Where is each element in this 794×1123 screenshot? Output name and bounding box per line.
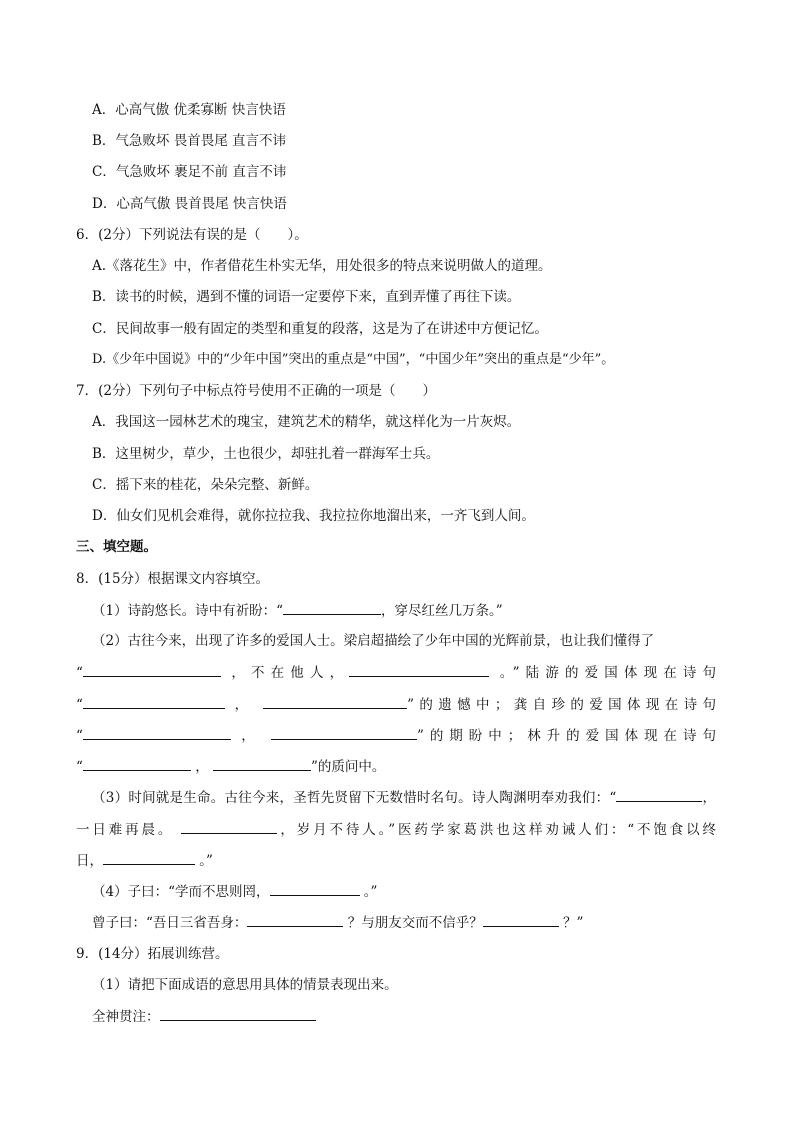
q8-part1 [92,600,503,621]
answer-blank[interactable] [181,819,277,834]
answer-blank[interactable] [160,1006,316,1021]
q8-part3-line3 [76,850,213,871]
q8-part4-text: 。” [363,884,378,900]
q8-part2-text: ”的质问中。 [311,759,386,775]
section-heading: 三、填空题。 [76,539,157,555]
answer-blank[interactable] [83,756,191,771]
answer-blank[interactable] [483,912,559,927]
quote-open: “ [76,697,83,713]
q9-part1: （1）请把下面成语的意思用具体的情景表现出来。 [92,977,398,993]
quote-open: “ [76,665,83,681]
q8-part3-text: ，岁月不待人。”医药学家葛洪也这样劝诫人们：“不饱食以终 [277,822,717,838]
q8-part2-line4 [76,725,716,746]
answer-blank[interactable] [263,694,407,709]
q5-option-c: C．气急败坏 裹足不前 直言不讳 [92,164,287,180]
q8-part5-text: ？” [563,915,584,931]
q6-stem: 6．(2分）下列说法有误的是（ ）。 [76,227,308,243]
answer-blank[interactable] [283,600,381,615]
quote-open: “ [76,759,83,775]
q9-idiom-line [92,1006,316,1027]
q8-part3-text: 日， [76,853,103,869]
q8-part3-line1 [92,787,716,808]
q8-stem: 8．(15分）根据课文内容填空。 [76,571,270,587]
q8-part3-text: （3）时间就是生命。古往今来，圣哲先贤留下无数惜时名句。诗人陶渊明奉劝我们：“ [92,790,617,806]
q6-option-c: C．民间故事一般有固定的类型和重复的段落，这是为了在讲述中方便记忆。 [92,321,548,337]
q6-option-b: B．读书的时候，遇到不懂的词语一定要停下来，直到弄懂了再往下读。 [92,289,521,305]
q8-part2-text: 。”陆游的爱国体现在诗句 [499,665,717,681]
quote-open: “ [76,728,83,744]
q7-stem: 7．(2分）下列句子中标点符号使用不正确的一项是（ ） [76,383,436,399]
answer-blank[interactable] [103,850,195,865]
q8-part2-text: ， [195,759,209,775]
q6-option-d: D.《少年中国说》中的“少年中国”突出的重点是“中国”，“中国少年”突出的重点是“少年”。 [92,352,615,367]
q8-part2-line1: （2）古往今来，出现了许多的爱国人士。梁启超描绘了少年中国的光辉前景，也让我们懂得了 [92,633,655,649]
q8-part3-text: ， [702,790,716,806]
q8-part2-line2 [76,662,716,683]
answer-blank[interactable] [83,725,231,740]
q8-part3-text: 。” [199,853,213,869]
q7-option-c: C．摇下来的桂花，朵朵完整、新鲜。 [92,477,319,493]
q8-part4-text: （4）子曰：“学而不思则罔， [92,884,270,900]
q8-part2-text: ”的期盼中；林升的爱国体现在诗句 [416,728,717,744]
answer-blank[interactable] [247,912,343,927]
q9-idiom-label: 全神贯注： [92,1009,160,1025]
q8-part5 [92,912,583,933]
q8-part4 [92,881,377,902]
q8-part1-text-b: ，穿尽红丝几万条。” [381,603,503,619]
q8-part2-line5 [76,756,385,777]
q8-part2-line3 [76,694,716,715]
q7-option-b: B．这里树少，草少，土也很少，却驻扎着一群海军士兵。 [92,446,440,462]
q5-option-d: D．心高气傲 畏首畏尾 快言快语 [92,196,287,212]
q5-option-b: B．气急败坏 畏首畏尾 直言不讳 [92,133,287,149]
q7-option-a: A．我国这一园林艺术的瑰宝，建筑艺术的精华，就这样化为一片灰烬。 [92,414,521,430]
answer-blank[interactable] [616,787,702,802]
q8-part5-text: 曾子曰：“吾日三省吾身： [92,915,248,931]
q8-part2-text: ， [241,728,261,744]
answer-blank[interactable] [271,725,417,740]
q8-part2-text: ，不在他人， [231,665,350,681]
q5-option-a: A．心高气傲 优柔寡断 快言快语 [92,102,286,118]
answer-blank[interactable] [213,756,311,771]
q8-part5-text: ？与朋友交而不信乎？ [347,915,483,931]
q8-part3-text: 一日难再晨。 [76,822,175,838]
answer-blank[interactable] [83,694,225,709]
q8-part3-line2 [76,819,716,840]
q8-part1-text-a: （1）诗韵悠长。诗中有祈盼：“ [92,603,283,619]
q8-part2-text: ， [234,697,254,713]
answer-blank[interactable] [83,662,221,677]
q6-option-a: A.《落花生》中，作者借花生朴实无华，用处很多的特点来说明做人的道理。 [92,258,552,274]
answer-blank[interactable] [349,662,489,677]
answer-blank[interactable] [270,881,360,896]
q8-part2-text: ”的遗憾中；龚自珍的爱国体现在诗句 [407,697,716,713]
q7-option-d: D．仙女们见机会难得，就你拉拉我、我拉拉你地溜出来，一齐飞到人间。 [92,508,535,524]
q9-stem: 9．(14分）拓展训练营。 [76,946,229,962]
